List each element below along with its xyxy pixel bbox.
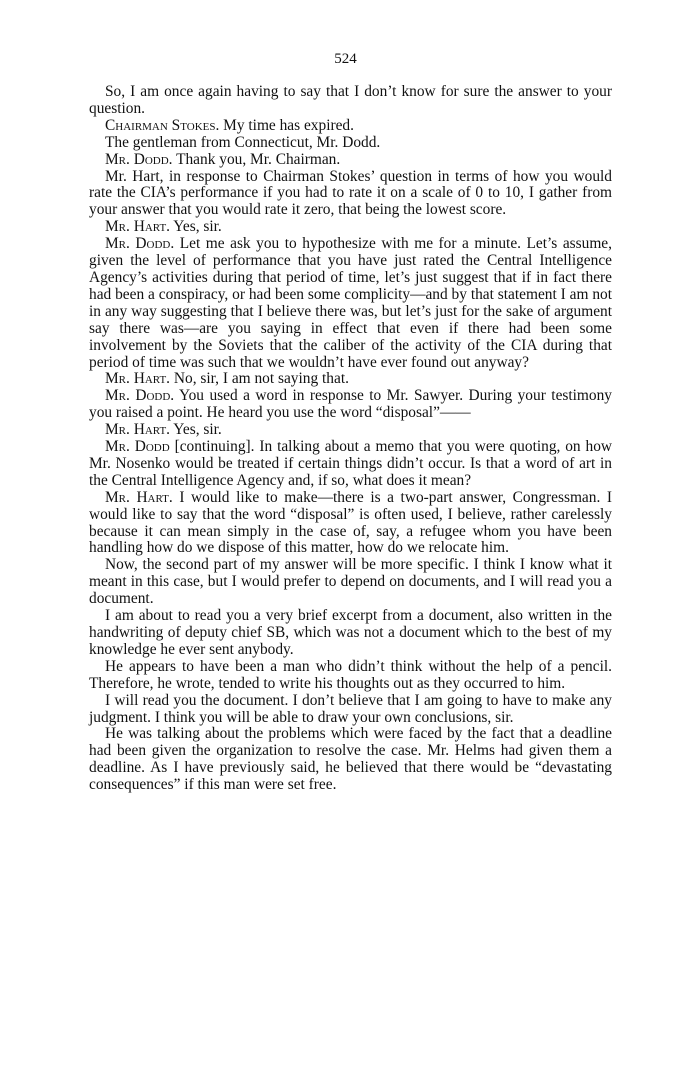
paragraph-text: Yes, sir. [170, 421, 222, 439]
paragraph [89, 219, 612, 236]
paragraph-text: Thank you, Mr. Chairman. [172, 150, 341, 168]
paragraph-text: So, I am once again having to say that I don’t know for sure the answer to your question. [89, 83, 612, 117]
paragraph [89, 557, 612, 608]
paragraph-text: You used a word in response to Mr. Sawyer. During your testimony you raised a point. He heard you use the word “disposal”—— [89, 387, 612, 422]
speaker-name: Mr. Dodd. [105, 235, 175, 253]
paragraph-text: He was talking about the problems which were faced by the fact that a deadline had been given the organization to resolve the case. Mr. Helms had given them a deadline. As I have previously said, he believed that there would be “devastating consequences” if this man were set free. [89, 725, 612, 794]
paragraph-text: I will read you the document. I don’t believe that I am going to have to make any judgment. I think you will be able to draw your own conclusions, sir. [89, 691, 612, 726]
paragraph [89, 726, 612, 794]
speaker-name: Mr. Hart. [105, 218, 171, 236]
speaker-name: Mr. Dodd [105, 438, 170, 456]
paragraph-text: He appears to have been a man who didn’t think without the help of a pencil. Therefore, he wrote, tended to write his thoughts out as they occurred to him. [89, 657, 612, 692]
paragraph-text: Now, the second part of my answer will be more specific. I think I know what it meant in this case, but I would prefer to depend on documents, and I will read you a document. [89, 556, 612, 608]
paragraph-text: My time has expired. [219, 116, 354, 134]
speaker-name: Mr. Dodd. [105, 387, 175, 405]
paragraph [89, 693, 612, 727]
speaker-name: Mr. Hart. [105, 421, 171, 439]
speaker-name: Mr. Hart. [105, 370, 171, 388]
paragraph [89, 608, 612, 659]
paragraph-text: Yes, sir. [170, 218, 222, 236]
paragraph [89, 135, 612, 152]
paragraph-text: I am about to read you a very brief excerpt from a document, also written in the handwriting of deputy chief SB, which was not a document which to the best of my knowledge he ever sent anybody. [89, 607, 612, 658]
paragraph [89, 439, 612, 490]
paragraph [89, 388, 612, 422]
paragraph [89, 422, 612, 439]
paragraph [89, 659, 612, 693]
paragraph-text: I would like to make—there is a two-part answer, Congressman. I would like to say that the word “disposal” is often used, I believe, rather carelessly because it can mean simply in the case of, say, a refugee whom you have been handling how do we dispose of this matter, how do we relocate him. [89, 488, 612, 557]
paragraph [89, 490, 612, 558]
document-body [89, 84, 612, 794]
paragraph [89, 236, 612, 371]
paragraph-text: Let me ask you to hypothesize with me for a minute. Let’s assume, given the level of performance that you have just rated the Central Intelligence Agency’s activities during that period of time, let’s just suggest that if in fact there had been a conspiracy, or had been some complicity—and by that statement I am not in any way suggesting that I believe there was, but let’s just for the sake of argument say there was—are you saying in effect that even if there had been some involvement by the Soviets that the caliber of the activity of the CIA during that period of time was such that we wouldn’t have ever found out anyway? [89, 235, 612, 371]
speaker-name: Mr. Dodd. [105, 150, 173, 168]
paragraph-text: The gentleman from Connecticut, Mr. Dodd. [105, 133, 381, 151]
paragraph-text: No, sir, I am not saying that. [170, 370, 349, 388]
speaker-name: Chairman Stokes. [105, 116, 220, 134]
paragraph [89, 371, 612, 388]
paragraph [89, 169, 612, 220]
paragraph [89, 84, 612, 118]
paragraph-text: Mr. Hart, in response to Chairman Stokes’ question in terms of how you would rate the CIA’s performance if you had to rate it on a scale of 0 to 10, I gather from your answer that you would rate it zero, that being the lowest score. [89, 167, 612, 219]
page-number: 524 [334, 51, 357, 67]
paragraph [89, 118, 612, 135]
paragraph-text: [continuing]. In talking about a memo that you were quoting, on how Mr. Nosenko would be treated if certain things didn’t occur. Is that a word of art in the Central Intelligence Agency and, if so, what does it mean? [89, 438, 613, 489]
speaker-name: Mr. Hart. [105, 488, 173, 506]
paragraph [89, 152, 612, 169]
